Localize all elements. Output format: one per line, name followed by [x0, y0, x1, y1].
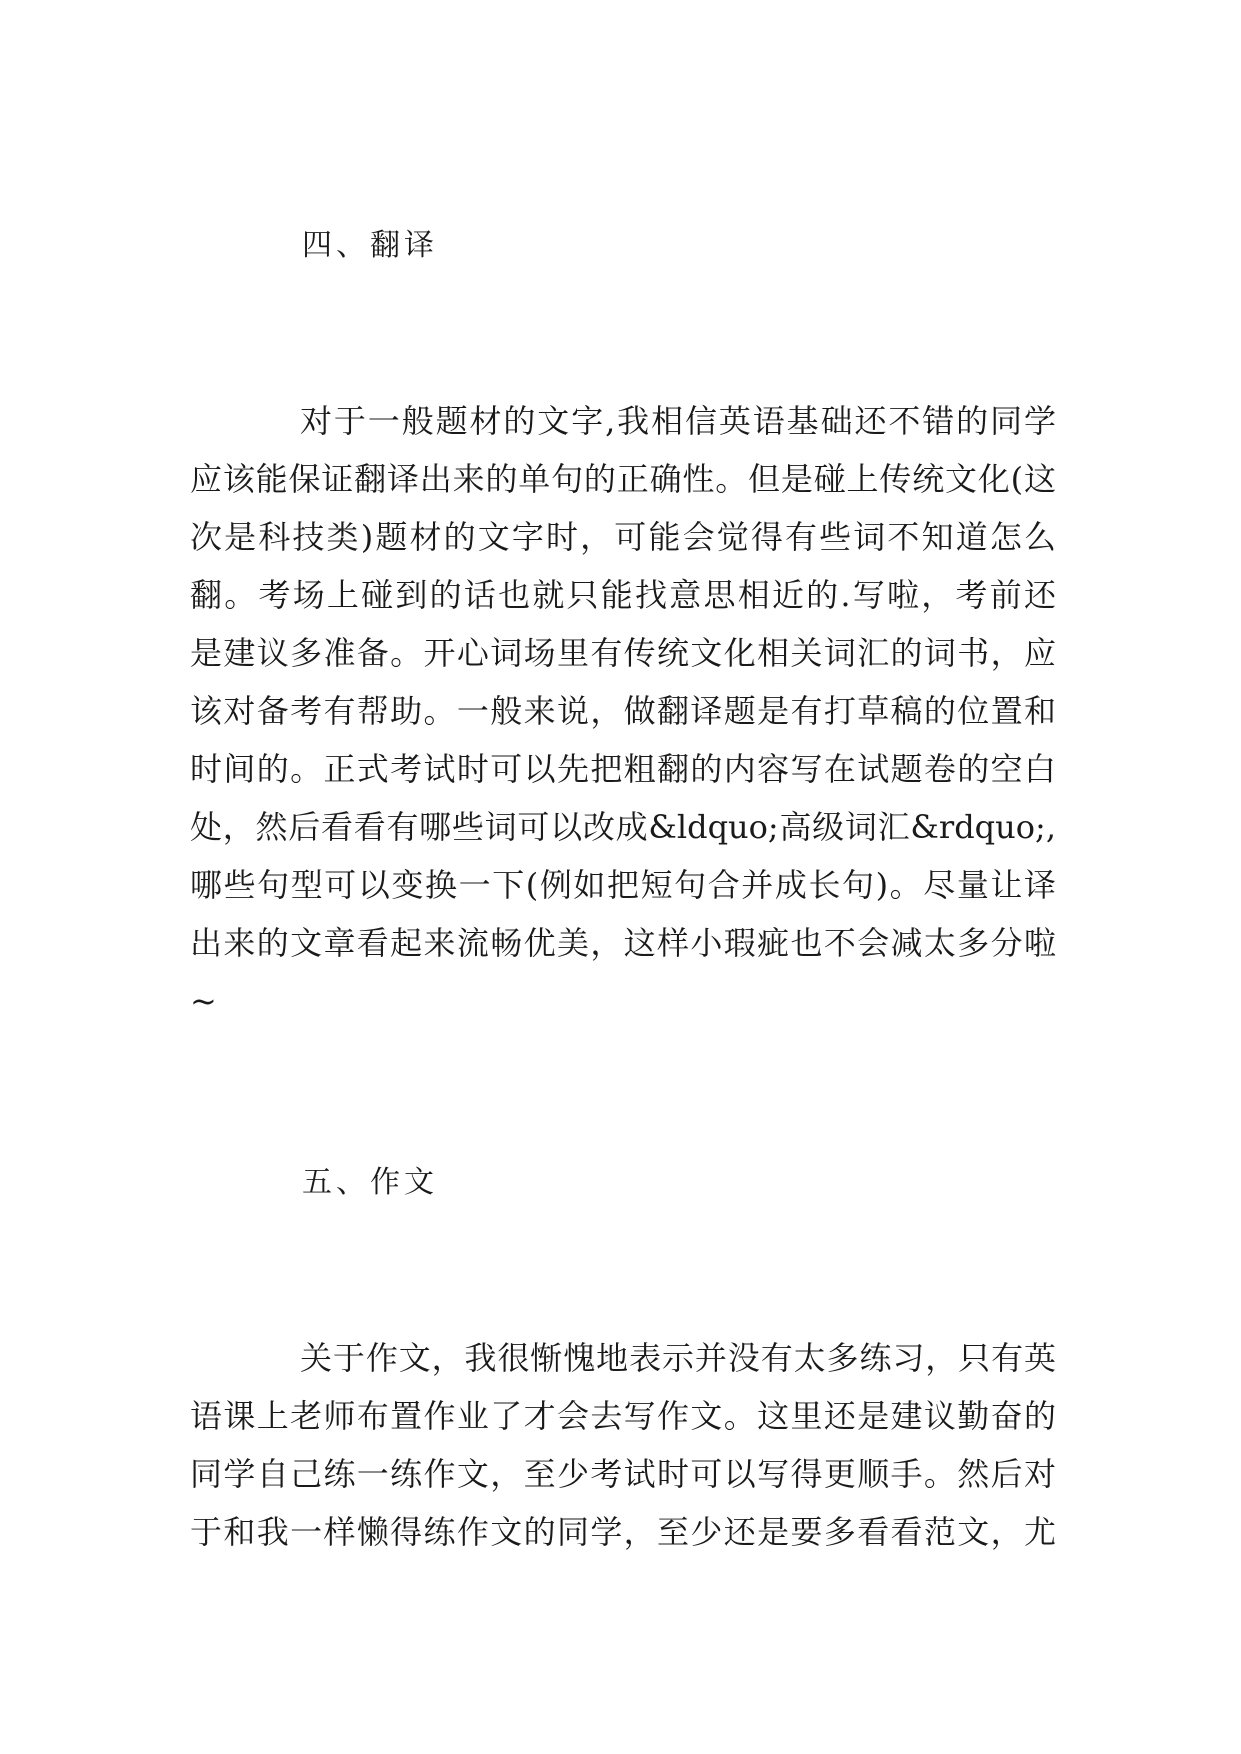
section-heading-translation: 四、翻译: [302, 228, 438, 263]
paragraph-line: 该对备考有帮助。一般来说，做翻译题是有打草稿的位置和: [190, 692, 1056, 730]
paragraph-line: 出来的文章看起来流畅优美，这样小瑕疵也不会减太多分啦: [190, 924, 1056, 962]
paragraph-line: 处，然后看看有哪些词可以改成&ldquo;高级词汇&rdquo;,: [190, 808, 1056, 846]
paragraph-line: 语课上老师布置作业了才会去写作文。这里还是建议勤奋的: [190, 1397, 1056, 1435]
paragraph-line: 翻。考场上碰到的话也就只能找意思相近的.写啦，考前还: [190, 576, 1056, 614]
paragraph-line: 同学自己练一练作文，至少考试时可以写得更顺手。然后对: [190, 1455, 1056, 1493]
paragraph-line: 关于作文，我很惭愧地表示并没有太多练习，只有英: [300, 1339, 1056, 1377]
paragraph-line: 于和我一样懒得练作文的同学，至少还是要多看看范文，尤: [190, 1513, 1056, 1551]
paragraph-line: 哪些句型可以变换一下(例如把短句合并成长句)。尽量让译: [190, 866, 1056, 904]
paragraph-line: 次是科技类)题材的文字时，可能会觉得有些词不知道怎么: [190, 518, 1056, 556]
paragraph-translation: [190, 392, 1056, 1030]
paragraph-line: 应该能保证翻译出来的单句的正确性。但是碰上传统文化(这: [190, 460, 1056, 498]
paragraph-line: ~: [190, 982, 217, 1020]
section-heading-writing: 五、作文: [302, 1165, 438, 1200]
paragraph-writing: [190, 1329, 1056, 1561]
paragraph-line: 时间的。正式考试时可以先把粗翻的内容写在试题卷的空白: [190, 750, 1056, 788]
paragraph-line: 是建议多准备。开心词场里有传统文化相关词汇的词书，应: [190, 634, 1056, 672]
paragraph-line: 对于一般题材的文字,我相信英语基础还不错的同学: [300, 402, 1056, 440]
